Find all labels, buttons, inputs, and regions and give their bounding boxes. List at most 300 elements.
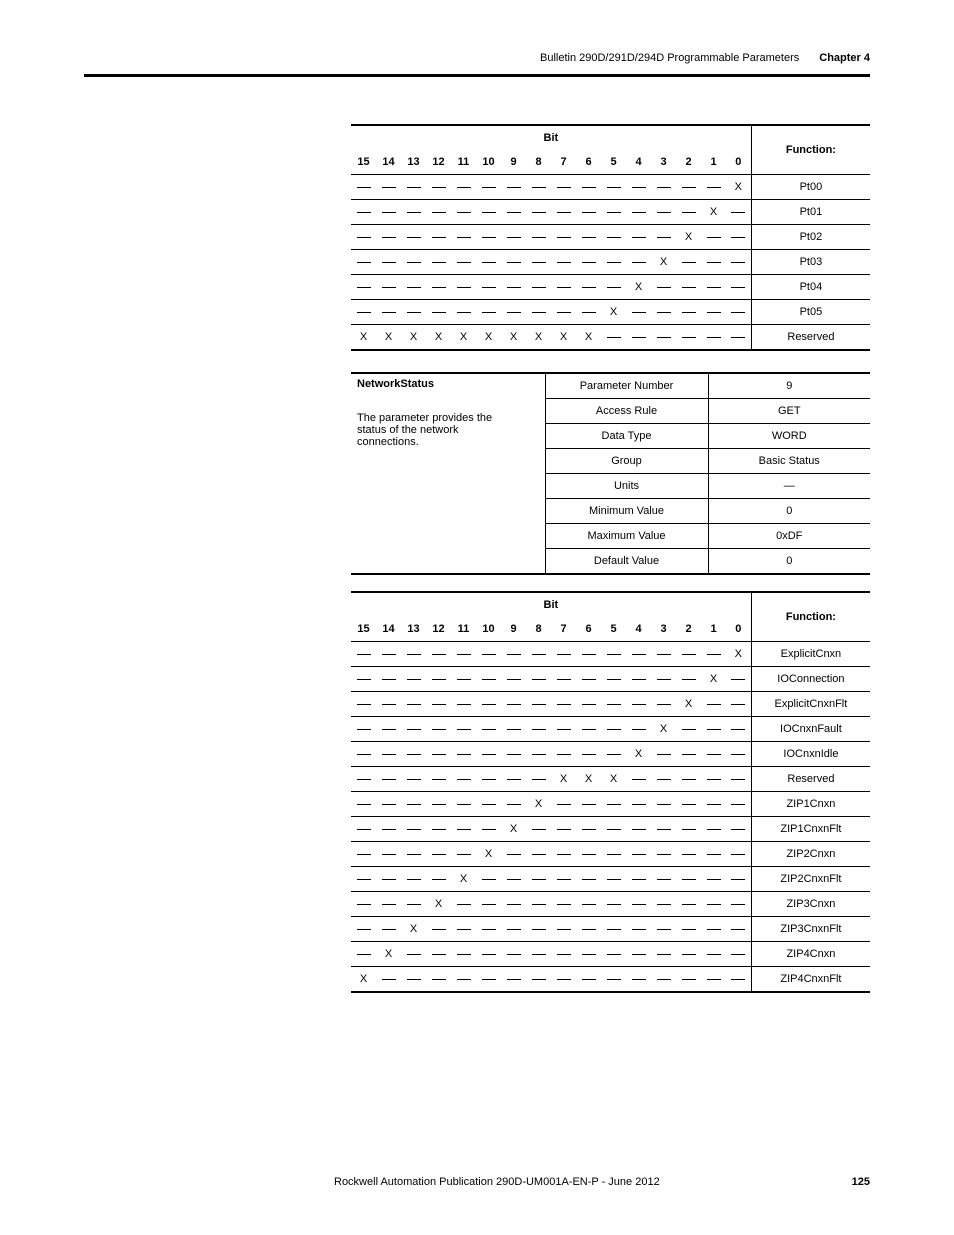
bit-clear-cell bbox=[701, 792, 726, 817]
param-value: 0 bbox=[708, 549, 870, 575]
table-row bbox=[351, 817, 870, 842]
bit-clear-cell bbox=[526, 817, 551, 842]
dash-icon bbox=[532, 187, 546, 188]
dash-icon bbox=[382, 212, 396, 213]
dash-icon bbox=[582, 679, 596, 680]
bit-clear-cell bbox=[676, 275, 701, 300]
bit-clear-cell bbox=[676, 842, 701, 867]
bit-clear-cell bbox=[576, 917, 601, 942]
dash-icon bbox=[557, 212, 571, 213]
dash-icon bbox=[682, 954, 696, 955]
bit-clear-cell bbox=[451, 842, 476, 867]
bit-clear-cell bbox=[676, 175, 701, 200]
bit-clear-cell bbox=[351, 175, 376, 200]
dash-icon bbox=[707, 337, 721, 338]
bit-clear-cell bbox=[726, 742, 751, 767]
dash-icon bbox=[382, 879, 396, 880]
table-row bbox=[351, 742, 870, 767]
dash-icon bbox=[707, 954, 721, 955]
bit-clear-cell bbox=[401, 225, 426, 250]
dash-icon bbox=[731, 337, 745, 338]
bit-clear-cell bbox=[401, 767, 426, 792]
dash-icon bbox=[557, 879, 571, 880]
bit-clear-cell bbox=[476, 200, 501, 225]
bit-clear-cell bbox=[551, 817, 576, 842]
bit-clear-cell bbox=[501, 275, 526, 300]
bit-clear-cell bbox=[651, 300, 676, 325]
dash-icon bbox=[482, 904, 496, 905]
bit-clear-cell bbox=[576, 842, 601, 867]
bit-set-cell: X bbox=[351, 325, 376, 351]
dash-icon bbox=[607, 237, 621, 238]
dash-icon bbox=[457, 729, 471, 730]
param-description-cell bbox=[351, 373, 545, 574]
dash-icon bbox=[607, 879, 621, 880]
bit-set-cell: X bbox=[401, 325, 426, 351]
dash-icon bbox=[582, 804, 596, 805]
function-cell: Pt03 bbox=[751, 250, 870, 275]
bit-clear-cell bbox=[651, 175, 676, 200]
bit-clear-cell bbox=[626, 942, 651, 967]
dash-icon bbox=[382, 654, 396, 655]
bit-clear-cell bbox=[476, 967, 501, 993]
header-chapter: Chapter 4 bbox=[819, 52, 870, 64]
dash-icon bbox=[357, 904, 371, 905]
bit-clear-cell bbox=[476, 667, 501, 692]
dash-icon bbox=[532, 654, 546, 655]
bit-number: 7 bbox=[560, 623, 567, 635]
bit-clear-cell bbox=[701, 175, 726, 200]
bit-clear-cell bbox=[351, 892, 376, 917]
dash-icon bbox=[432, 929, 446, 930]
dash-icon bbox=[357, 704, 371, 705]
bit-clear-cell bbox=[601, 175, 626, 200]
dash-icon bbox=[682, 829, 696, 830]
dash-icon bbox=[707, 854, 721, 855]
dash-icon bbox=[532, 829, 546, 830]
bit-number: 3 bbox=[660, 623, 667, 635]
dash-icon bbox=[482, 654, 496, 655]
bit-clear-cell bbox=[726, 667, 751, 692]
dash-icon bbox=[731, 954, 745, 955]
bit-clear-cell bbox=[401, 867, 426, 892]
dash-icon bbox=[657, 829, 671, 830]
dash-icon bbox=[582, 212, 596, 213]
dash-icon bbox=[657, 287, 671, 288]
dash-icon bbox=[507, 729, 521, 730]
dash-icon bbox=[382, 729, 396, 730]
bit-clear-cell bbox=[476, 742, 501, 767]
dash-icon bbox=[607, 829, 621, 830]
bit-clear-cell bbox=[451, 250, 476, 275]
function-cell: Pt04 bbox=[751, 275, 870, 300]
param-label: Data Type bbox=[545, 424, 708, 449]
bit-clear-cell bbox=[726, 250, 751, 275]
bit-set-cell: X bbox=[676, 692, 701, 717]
dash-icon bbox=[507, 654, 521, 655]
bit-clear-cell bbox=[676, 817, 701, 842]
bit-set-cell: X bbox=[701, 200, 726, 225]
bit-number: 11 bbox=[457, 623, 470, 635]
param-value: — bbox=[708, 474, 870, 499]
bit-clear-cell bbox=[501, 225, 526, 250]
dash-icon bbox=[731, 879, 745, 880]
dash-icon bbox=[657, 679, 671, 680]
bit-clear-cell bbox=[526, 967, 551, 993]
dash-icon bbox=[407, 187, 421, 188]
bit-clear-cell bbox=[626, 967, 651, 993]
dash-icon bbox=[607, 337, 621, 338]
bit-clear-cell bbox=[601, 250, 626, 275]
dash-icon bbox=[607, 804, 621, 805]
dash-icon bbox=[682, 287, 696, 288]
dash-icon bbox=[707, 262, 721, 263]
dash-icon bbox=[731, 679, 745, 680]
bit-clear-cell bbox=[701, 867, 726, 892]
bit-set-cell: X bbox=[426, 325, 451, 351]
param-value: Basic Status bbox=[708, 449, 870, 474]
dash-icon bbox=[657, 954, 671, 955]
dash-icon bbox=[382, 854, 396, 855]
dash-icon bbox=[407, 212, 421, 213]
bit-number: 12 bbox=[432, 623, 445, 635]
bit-clear-cell bbox=[626, 767, 651, 792]
bit-clear-cell bbox=[451, 275, 476, 300]
dash-icon bbox=[682, 729, 696, 730]
function-cell: ZIP3Cnxn bbox=[751, 892, 870, 917]
bit-clear-cell bbox=[401, 842, 426, 867]
function-header: Function: bbox=[751, 125, 870, 175]
dash-icon bbox=[482, 287, 496, 288]
dash-icon bbox=[707, 904, 721, 905]
bit-clear-cell bbox=[476, 175, 501, 200]
bit-clear-cell bbox=[501, 642, 526, 667]
dash-icon bbox=[482, 237, 496, 238]
bit-clear-cell bbox=[701, 967, 726, 993]
bit-clear-cell bbox=[451, 642, 476, 667]
bit-clear-cell bbox=[376, 200, 401, 225]
bit-number: 13 bbox=[407, 623, 420, 635]
bit-clear-cell bbox=[376, 867, 401, 892]
dash-icon bbox=[357, 654, 371, 655]
bit-clear-cell bbox=[401, 642, 426, 667]
bit-clear-cell bbox=[351, 225, 376, 250]
bit-clear-cell bbox=[676, 767, 701, 792]
bit-set-cell: X bbox=[501, 817, 526, 842]
param-label: Access Rule bbox=[545, 399, 708, 424]
bit-clear-cell bbox=[426, 300, 451, 325]
bit-clear-cell bbox=[526, 175, 551, 200]
dash-icon bbox=[557, 804, 571, 805]
bit-clear-cell bbox=[576, 200, 601, 225]
dash-icon bbox=[557, 904, 571, 905]
bit-number: 7 bbox=[560, 156, 567, 168]
bit-clear-cell bbox=[426, 742, 451, 767]
dash-icon bbox=[382, 804, 396, 805]
table-row bbox=[351, 175, 870, 200]
bit-clear-cell bbox=[551, 967, 576, 993]
dash-icon bbox=[682, 754, 696, 755]
bit-clear-cell bbox=[351, 817, 376, 842]
bit-clear-cell bbox=[576, 967, 601, 993]
dash-icon bbox=[532, 929, 546, 930]
bit-clear-cell bbox=[551, 275, 576, 300]
bit-clear-cell bbox=[376, 792, 401, 817]
dash-icon bbox=[382, 929, 396, 930]
bit-clear-cell bbox=[626, 867, 651, 892]
bit-clear-cell bbox=[676, 792, 701, 817]
bit-clear-cell bbox=[501, 967, 526, 993]
page-header bbox=[540, 52, 870, 64]
dash-icon bbox=[382, 829, 396, 830]
dash-icon bbox=[457, 704, 471, 705]
bit-clear-cell bbox=[726, 842, 751, 867]
bit-clear-cell bbox=[401, 275, 426, 300]
dash-icon bbox=[607, 679, 621, 680]
table-row bbox=[351, 250, 870, 275]
bit-clear-cell bbox=[701, 817, 726, 842]
dash-icon bbox=[407, 654, 421, 655]
dash-icon bbox=[432, 704, 446, 705]
bit-clear-cell bbox=[476, 642, 501, 667]
bit-clear-cell bbox=[426, 717, 451, 742]
table-row bbox=[351, 225, 870, 250]
dash-icon bbox=[731, 237, 745, 238]
dash-icon bbox=[707, 729, 721, 730]
function-cell: Pt01 bbox=[751, 200, 870, 225]
dash-icon bbox=[432, 312, 446, 313]
dash-icon bbox=[632, 337, 646, 338]
dash-icon bbox=[432, 262, 446, 263]
bit-clear-cell bbox=[651, 692, 676, 717]
bit-clear-cell bbox=[651, 917, 676, 942]
bit-clear-cell bbox=[551, 742, 576, 767]
bit-clear-cell bbox=[551, 667, 576, 692]
bit-number: 4 bbox=[635, 623, 642, 635]
bit-clear-cell bbox=[526, 842, 551, 867]
bit-clear-cell bbox=[601, 200, 626, 225]
bit-number: 0 bbox=[735, 623, 742, 635]
bit-clear-cell bbox=[676, 892, 701, 917]
bit-set-cell: X bbox=[526, 792, 551, 817]
page-number: 125 bbox=[851, 1176, 870, 1188]
dash-icon bbox=[607, 704, 621, 705]
bit-clear-cell bbox=[501, 200, 526, 225]
bit-clear-cell bbox=[451, 717, 476, 742]
bit-clear-cell bbox=[701, 742, 726, 767]
bit-clear-cell bbox=[526, 917, 551, 942]
dash-icon bbox=[731, 779, 745, 780]
dash-icon bbox=[507, 237, 521, 238]
bit-clear-cell bbox=[626, 842, 651, 867]
bit-clear-cell bbox=[426, 767, 451, 792]
bit-clear-cell bbox=[476, 792, 501, 817]
bit-clear-cell bbox=[651, 817, 676, 842]
bit-clear-cell bbox=[401, 300, 426, 325]
bit-clear-cell bbox=[576, 175, 601, 200]
bit-clear-cell bbox=[476, 917, 501, 942]
table-row bbox=[351, 642, 870, 667]
table-row bbox=[351, 300, 870, 325]
bit-set-cell: X bbox=[351, 967, 376, 993]
dash-icon bbox=[557, 929, 571, 930]
dash-icon bbox=[457, 262, 471, 263]
bit-clear-cell bbox=[726, 300, 751, 325]
function-cell: ZIP1CnxnFlt bbox=[751, 817, 870, 842]
dash-icon bbox=[682, 879, 696, 880]
bit-clear-cell bbox=[351, 250, 376, 275]
dash-icon bbox=[507, 929, 521, 930]
dash-icon bbox=[507, 212, 521, 213]
dash-icon bbox=[632, 854, 646, 855]
bit-clear-cell bbox=[476, 767, 501, 792]
table-row bbox=[351, 967, 870, 993]
dash-icon bbox=[482, 312, 496, 313]
bit-number: 9 bbox=[510, 156, 517, 168]
dash-icon bbox=[432, 804, 446, 805]
bit-clear-cell bbox=[551, 942, 576, 967]
param-label: Parameter Number bbox=[545, 373, 708, 399]
dash-icon bbox=[482, 212, 496, 213]
bit-clear-cell bbox=[626, 175, 651, 200]
dash-icon bbox=[682, 212, 696, 213]
dash-icon bbox=[632, 779, 646, 780]
dash-icon bbox=[657, 904, 671, 905]
bit-clear-cell bbox=[376, 275, 401, 300]
bit-clear-cell bbox=[626, 300, 651, 325]
bit-clear-cell bbox=[601, 642, 626, 667]
dash-icon bbox=[507, 679, 521, 680]
dash-icon bbox=[607, 979, 621, 980]
bit-clear-cell bbox=[576, 867, 601, 892]
bit-number: 10 bbox=[482, 156, 495, 168]
bit-clear-cell bbox=[526, 867, 551, 892]
dash-icon bbox=[482, 704, 496, 705]
param-label: Default Value bbox=[545, 549, 708, 575]
bit-clear-cell bbox=[401, 967, 426, 993]
dash-icon bbox=[607, 854, 621, 855]
dash-icon bbox=[632, 237, 646, 238]
bit-set-cell: X bbox=[601, 300, 626, 325]
dash-icon bbox=[432, 679, 446, 680]
bit-table-2 bbox=[351, 591, 870, 993]
function-cell: IOConnection bbox=[751, 667, 870, 692]
dash-icon bbox=[632, 312, 646, 313]
bit-clear-cell bbox=[526, 942, 551, 967]
bit-clear-cell bbox=[576, 742, 601, 767]
bit-clear-cell bbox=[676, 200, 701, 225]
bit-clear-cell bbox=[501, 942, 526, 967]
bit-clear-cell bbox=[451, 917, 476, 942]
bit-clear-cell bbox=[551, 692, 576, 717]
dash-icon bbox=[407, 954, 421, 955]
dash-icon bbox=[607, 954, 621, 955]
dash-icon bbox=[457, 237, 471, 238]
dash-icon bbox=[632, 679, 646, 680]
dash-icon bbox=[482, 754, 496, 755]
bit-clear-cell bbox=[726, 817, 751, 842]
dash-icon bbox=[582, 954, 596, 955]
dash-icon bbox=[382, 287, 396, 288]
param-label: Units bbox=[545, 474, 708, 499]
dash-icon bbox=[357, 679, 371, 680]
table-row bbox=[351, 325, 870, 351]
bit-clear-cell bbox=[451, 692, 476, 717]
bit-clear-cell bbox=[451, 667, 476, 692]
dash-icon bbox=[407, 679, 421, 680]
bit-clear-cell bbox=[576, 892, 601, 917]
function-cell: Pt05 bbox=[751, 300, 870, 325]
bit-clear-cell bbox=[476, 275, 501, 300]
dash-icon bbox=[657, 237, 671, 238]
param-table bbox=[351, 372, 870, 575]
bit-clear-cell bbox=[651, 275, 676, 300]
bit-clear-cell bbox=[551, 225, 576, 250]
dash-icon bbox=[557, 704, 571, 705]
bit-clear-cell bbox=[551, 250, 576, 275]
bit-clear-cell bbox=[526, 642, 551, 667]
bit-clear-cell bbox=[426, 275, 451, 300]
header-rule bbox=[84, 74, 870, 77]
bit-clear-cell bbox=[351, 300, 376, 325]
bit-clear-cell bbox=[626, 642, 651, 667]
bit-clear-cell bbox=[351, 792, 376, 817]
table-row bbox=[351, 842, 870, 867]
bit-clear-cell bbox=[376, 817, 401, 842]
dash-icon bbox=[482, 262, 496, 263]
dash-icon bbox=[582, 287, 596, 288]
bit-clear-cell bbox=[426, 867, 451, 892]
dash-icon bbox=[582, 854, 596, 855]
dash-icon bbox=[457, 312, 471, 313]
bit-clear-cell bbox=[351, 742, 376, 767]
dash-icon bbox=[507, 854, 521, 855]
bit-clear-cell bbox=[726, 917, 751, 942]
bit-number: 2 bbox=[685, 156, 692, 168]
bit-clear-cell bbox=[426, 942, 451, 967]
bit-number: 5 bbox=[610, 156, 617, 168]
bit-clear-cell bbox=[601, 867, 626, 892]
dash-icon bbox=[457, 804, 471, 805]
bit-number: 0 bbox=[735, 156, 742, 168]
function-cell: ZIP2CnxnFlt bbox=[751, 867, 870, 892]
dash-icon bbox=[432, 754, 446, 755]
function-cell: ZIP3CnxnFlt bbox=[751, 917, 870, 942]
dash-icon bbox=[432, 187, 446, 188]
dash-icon bbox=[457, 829, 471, 830]
bit-set-cell: X bbox=[576, 767, 601, 792]
dash-icon bbox=[707, 929, 721, 930]
bit-clear-cell bbox=[376, 967, 401, 993]
dash-icon bbox=[707, 237, 721, 238]
bit-clear-cell bbox=[351, 667, 376, 692]
bit-clear-cell bbox=[376, 717, 401, 742]
function-cell: ZIP2Cnxn bbox=[751, 842, 870, 867]
dash-icon bbox=[557, 979, 571, 980]
bit-clear-cell bbox=[601, 742, 626, 767]
bit-clear-cell bbox=[626, 892, 651, 917]
bit-clear-cell bbox=[651, 867, 676, 892]
dash-icon bbox=[632, 187, 646, 188]
dash-icon bbox=[507, 262, 521, 263]
bit-clear-cell bbox=[376, 692, 401, 717]
dash-icon bbox=[582, 262, 596, 263]
bit-clear-cell bbox=[501, 175, 526, 200]
dash-icon bbox=[657, 312, 671, 313]
bit-clear-cell bbox=[351, 767, 376, 792]
bit-clear-cell bbox=[351, 917, 376, 942]
bit-clear-cell bbox=[726, 225, 751, 250]
